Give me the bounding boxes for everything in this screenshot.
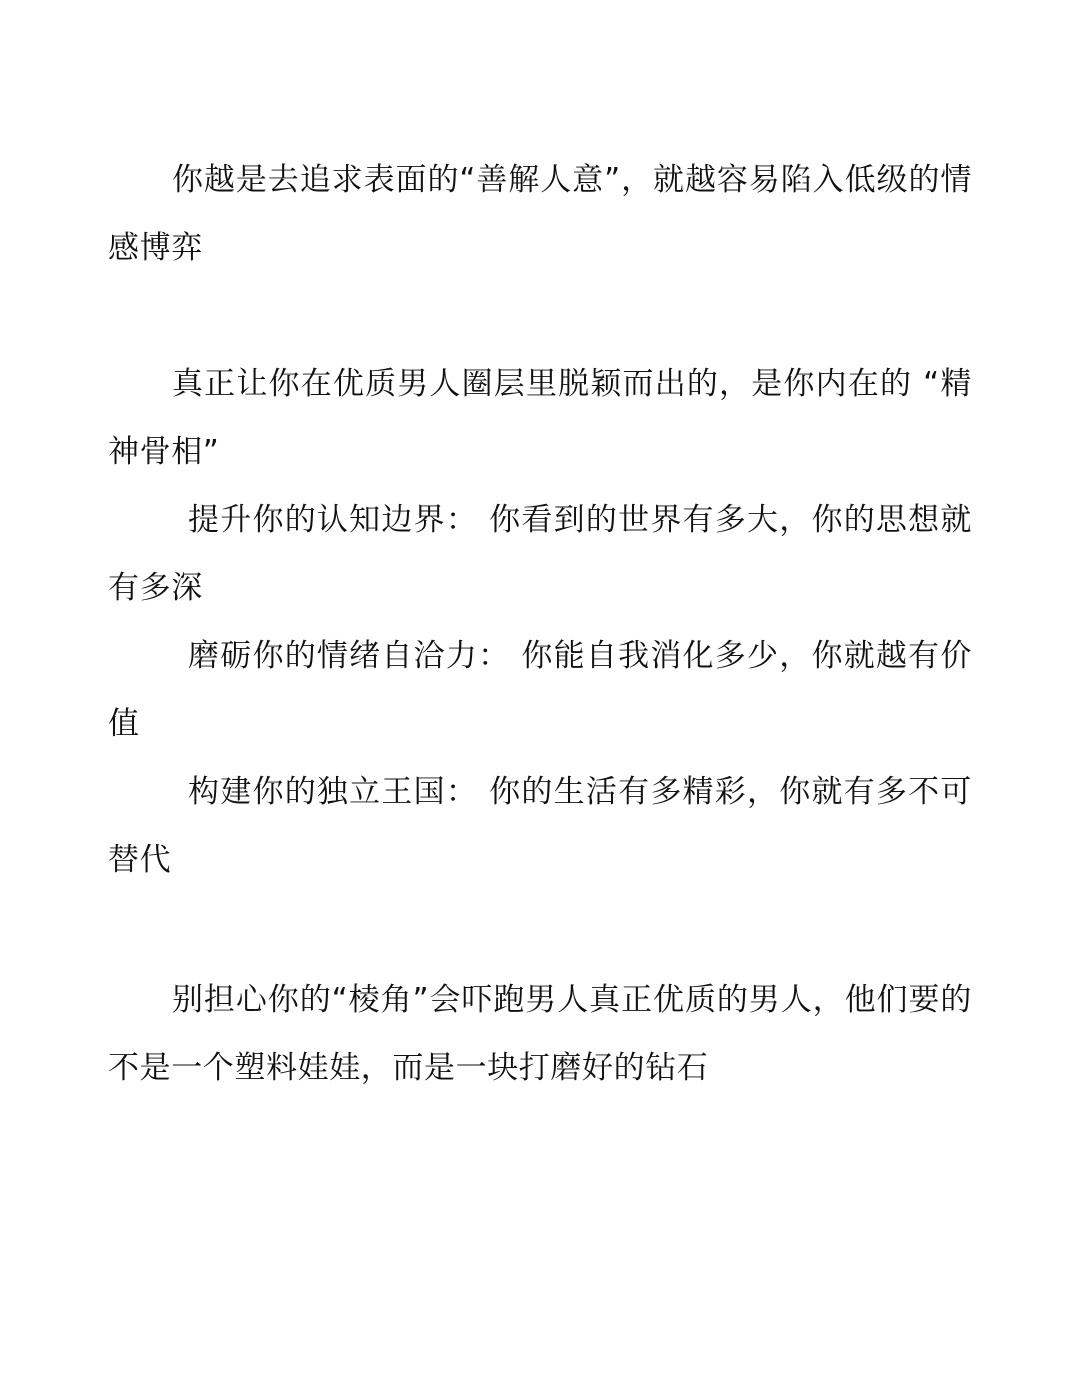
paragraph-independence: 构建你的独立王国： 你的生活有多精彩，你就有多不可替代 (108, 774, 972, 878)
paragraph-inner-bone: 真正让你在优质男人圈层里脱颖而出的，是你内在的 “精神骨相” (108, 366, 972, 470)
paragraph-conclusion: 别担心你的“棱角”会吓跑男人真正优质的男人，他们要的不是一个塑料娃娃，而是一块打磨好的钻石 (108, 982, 972, 1086)
paragraph-intro: 你越是去追求表面的“善解人意”，就越容易陷入低级的情感博弈 (108, 162, 972, 266)
paragraph-cognition: 提升你的认知边界： 你看到的世界有多大，你的思想就有多深 (108, 502, 972, 606)
paragraph-emotion: 磨砺你的情绪自洽力： 你能自我消化多少，你就越有价值 (108, 638, 972, 742)
